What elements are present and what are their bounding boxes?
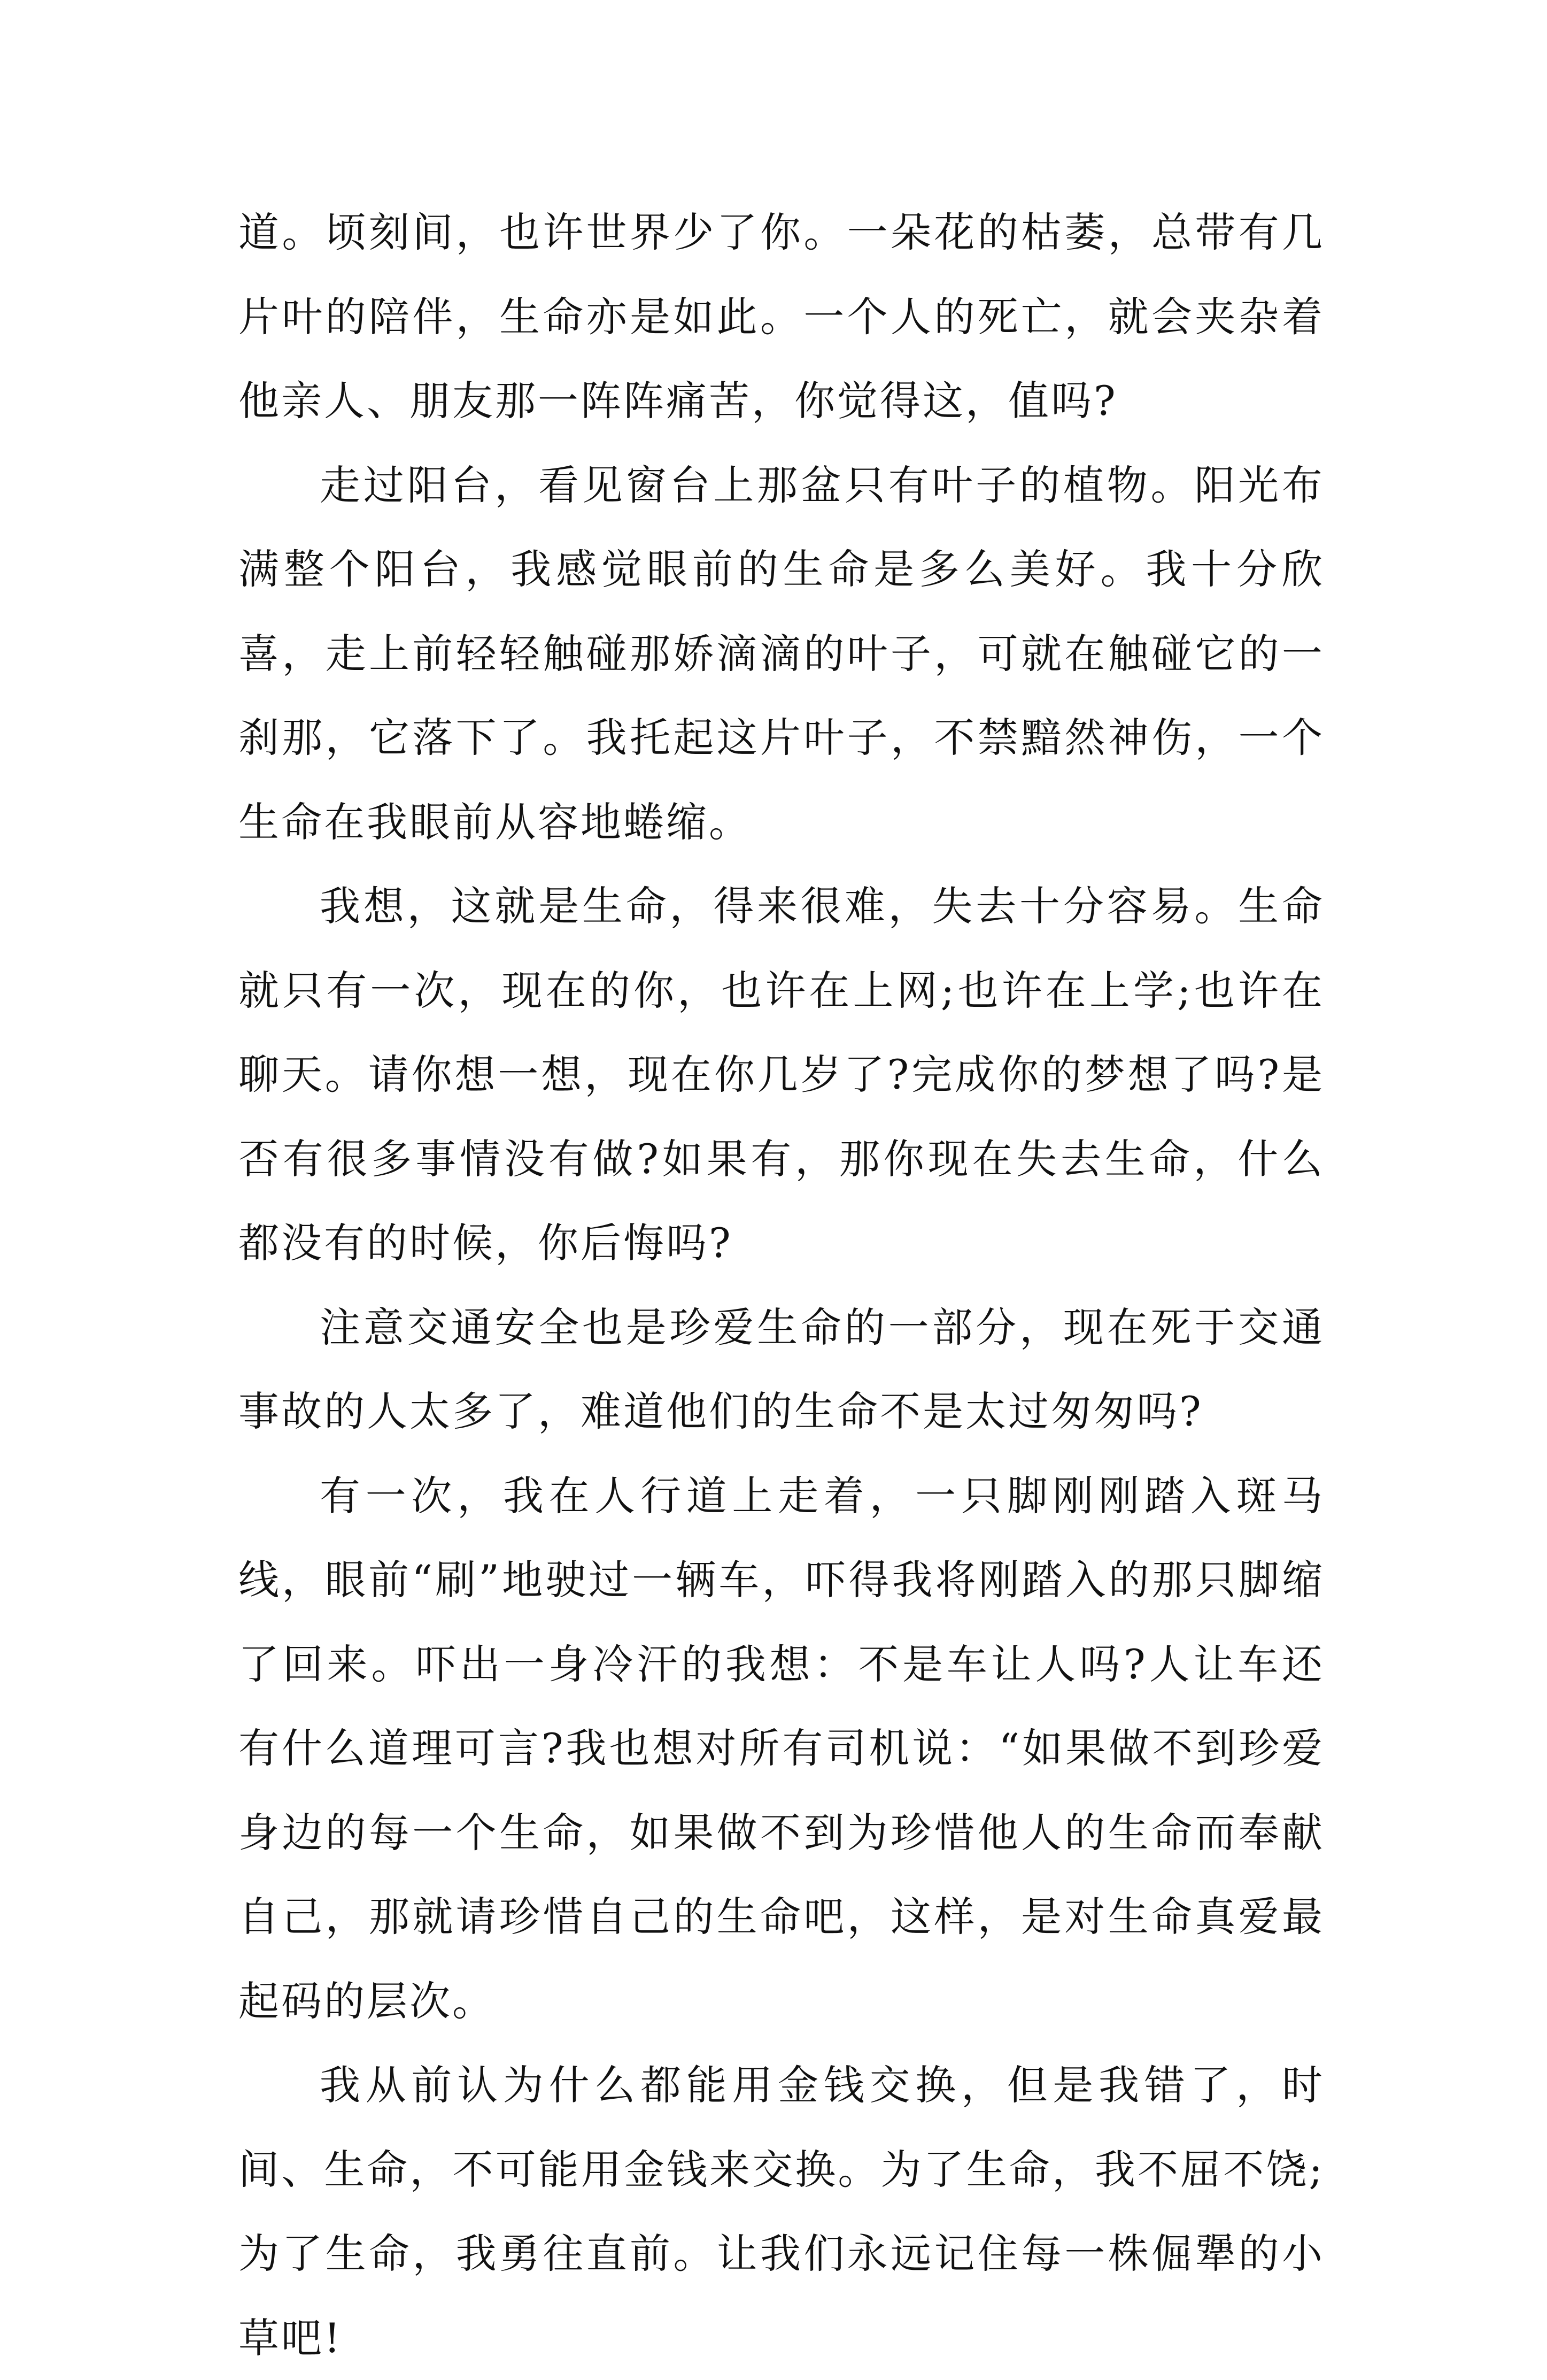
paragraph-2: 走过阳台，看见窗台上那盆只有叶子的植物。阳光布满整个阳台，我感觉眼前的生命是多么美好。我十分欣喜，走上前轻轻触碰那娇滴滴的叶子，可就在触碰它的一刹那，它落下了。我托起这片叶子，不禁黯然神伤，一个生命在我眼前从容地蜷缩。 [238, 461, 1325, 846]
paragraph-4: 注意交通安全也是珍爱生命的一部分，现在死于交通事故的人太多了，难道他们的生命不是太过匆匆吗? [238, 1303, 1325, 1435]
paragraph-5: 有一次，我在人行道上走着，一只脚刚刚踏入斑马线，眼前“刷”地驶过一辆车，吓得我将刚踏入的那只脚缩了回来。吓出一身冷汗的我想：不是车让人吗?人让车还有什么道理可言?我也想对所有司机说：“如果做不到珍爱身边的每一个生命，如果做不到为珍惜他人的生命而奉献自己，那就请珍惜自己的生命吧，这样，是对生命真爱最起码的层次。 [238, 1472, 1325, 2025]
paragraph-6: 我从前认为什么都能用金钱交换，但是我错了，时间、生命，不可能用金钱来交换。为了生命，我不屈不饶;为了生命，我勇往直前。让我们永远记住每一株倔犟的小草吧! [238, 2061, 1325, 2362]
paragraph-3: 我想，这就是生命，得来很难，失去十分容易。生命就只有一次，现在的你，也许在上网;也许在上学;也许在聊天。请你想一想，现在你几岁了?完成你的梦想了吗?是否有很多事情没有做?如果有，那你现在失去生命，什么都没有的时候，你后悔吗? [238, 882, 1325, 1267]
body-text [238, 190, 1325, 2380]
paragraph-1: 道。顷刻间，也许世界少了你。一朵花的枯萎，总带有几片叶的陪伴，生命亦是如此。一个人的死亡，就会夹杂着他亲人、朋友那一阵阵痛苦，你觉得这，值吗? [238, 209, 1325, 425]
